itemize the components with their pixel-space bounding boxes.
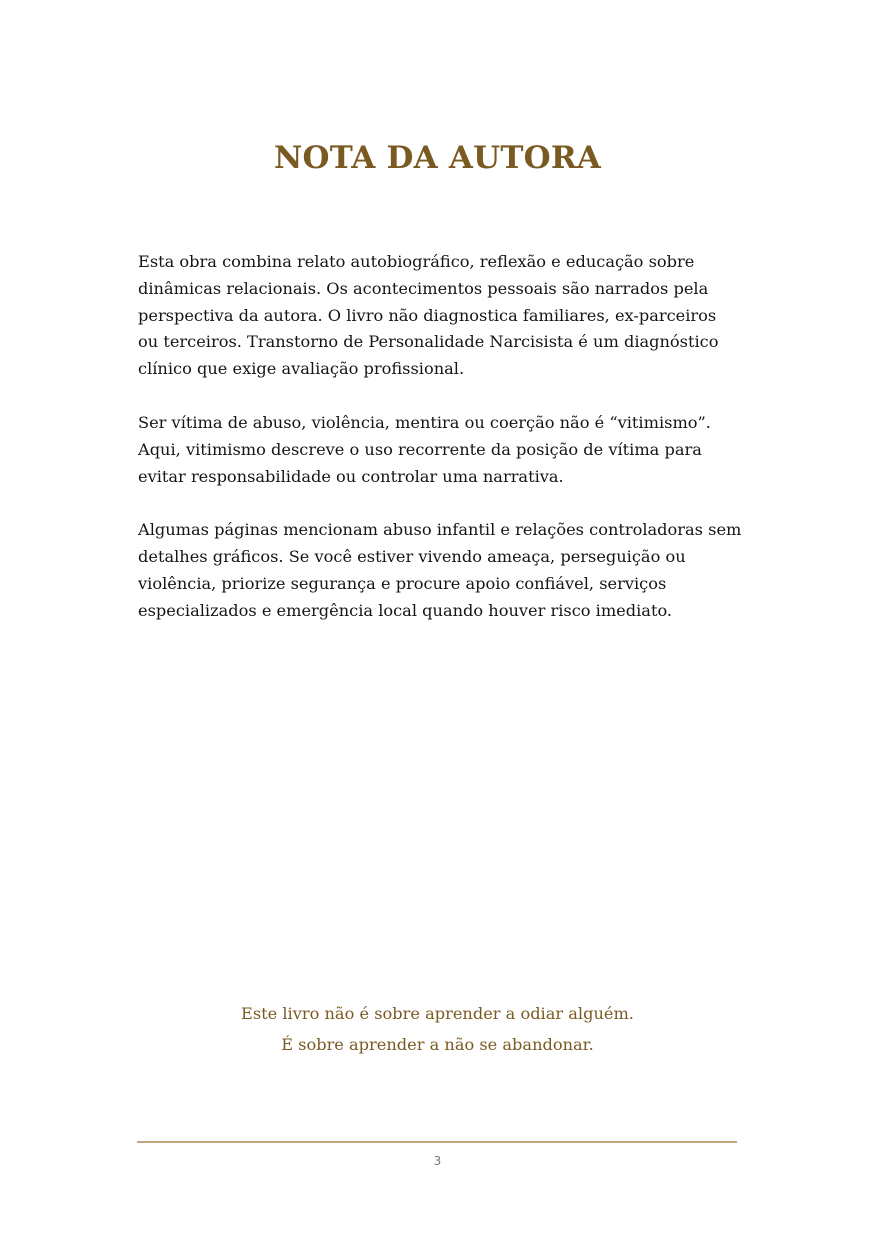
paragraph-disclaimer [138, 249, 778, 383]
text-line: detalhes gráficos. Se você estiver vivendo ameaça, perseguição ou [138, 547, 686, 567]
epigraph [0, 998, 875, 1060]
body-text [138, 249, 778, 652]
page-number: 3 [433, 1154, 442, 1168]
text-line: Esta obra combina relato autobiográfico, reflexão e educação sobre [138, 252, 695, 271]
text-line: evitar responsabilidade ou controlar uma narrativa. [138, 466, 564, 486]
text-line: violência, priorize segurança e procure apoio confiável, serviços [138, 573, 667, 593]
text-line: perspectiva da autora. O livro não diagnostica familiares, ex-parceiros [138, 305, 717, 325]
paragraph-victimhood [138, 410, 778, 490]
text-line: dinâmicas relacionais. Os acontecimentos pessoais são narrados pela [138, 278, 709, 298]
footer-divider [137, 1141, 737, 1143]
text-line: Aqui, vitimismo descreve o uso recorrente da posição de vítima para [138, 439, 702, 459]
text-line: clínico que exige avaliação profissional. [138, 359, 465, 379]
text-line: Algumas páginas mencionam abuso infantil e relações controladoras sem [138, 520, 742, 540]
paragraph-content-warning [138, 517, 778, 624]
epigraph-line: Este livro não é sobre aprender a odiar alguém. [241, 1004, 634, 1023]
text-line: Ser vítima de abuso, violência, mentira ou coerção não é “vitimismo”. [138, 412, 711, 432]
text-line: especializados e emergência local quando houver risco imediato. [138, 600, 673, 620]
page-title: NOTA DA AUTORA [273, 140, 602, 176]
epigraph-line: É sobre aprender a não se abandonar. [281, 1035, 594, 1054]
text-line: ou terceiros. Transtorno de Personalidade Narcisista é um diagnóstico [138, 332, 719, 352]
